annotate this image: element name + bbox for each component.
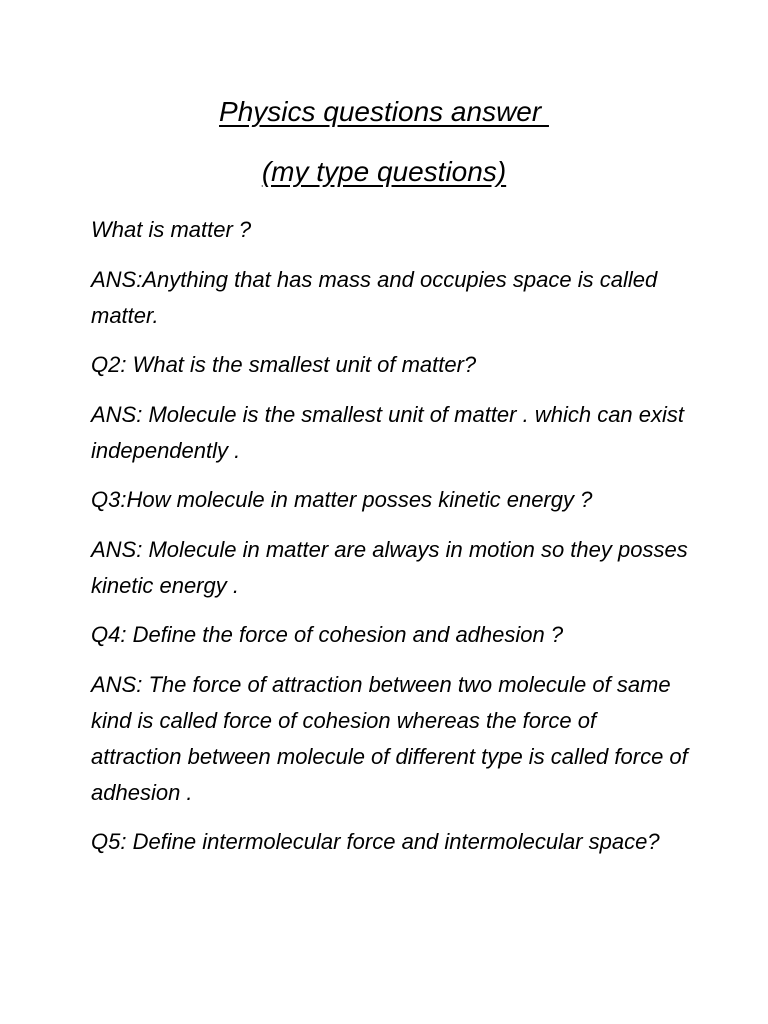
- question-2: Q2: What is the smallest unit of matter?: [91, 352, 477, 377]
- answer-1: ANS:Anything that has mass and occupies space is called matter.: [91, 266, 658, 328]
- question-4: Q4: Define the force of cohesion and adhesion ?: [91, 622, 564, 647]
- answer-3: ANS: Molecule in matter are always in motion so they posses kinetic energy .: [91, 536, 688, 598]
- question-1: What is matter ?: [91, 217, 252, 242]
- answer-4: ANS: The force of attraction between two molecule of same kind is called force of cohesion whereas the force of attraction between molecule of different type is called force of adhesion .: [91, 671, 688, 805]
- answer-2: ANS: Molecule is the smallest unit of matter . which can exist independently .: [91, 401, 685, 463]
- document-subtitle: (my type questions): [261, 156, 507, 187]
- document-title: Physics questions answer: [219, 96, 549, 127]
- document-body: [91, 212, 691, 874]
- question-5: Q5: Define intermolecular force and intermolecular space?: [91, 829, 660, 854]
- question-3: Q3:How molecule in matter posses kinetic energy ?: [91, 487, 593, 512]
